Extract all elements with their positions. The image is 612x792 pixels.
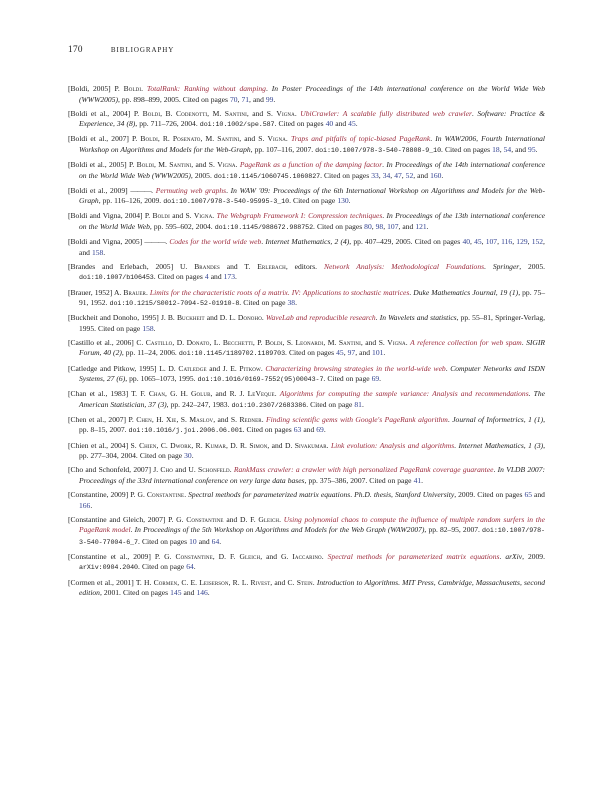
entry-pages: pp. 898–899 <box>121 94 160 104</box>
cited-page-link[interactable]: 107 <box>485 237 498 247</box>
bibliography-entry: [Chien et al., 2004] S. Chien, C. Dwork, R. Kumar, D. R. Simon, and D. Sivakumar. Link evolution: Analysis and algorithms. Internet Mathematics, 1 (3), pp. 277–304, 2004. Cited on page 30. <box>68 440 546 461</box>
entry-venue: Ph.D. thesis, Stanford University <box>354 490 455 499</box>
cited-page-link[interactable]: 41 <box>413 475 422 485</box>
cited-on-label: Cited on page <box>293 196 336 206</box>
entry-doi[interactable]: doi:10.1007/b106453 <box>79 274 154 283</box>
entry-year: 1952 <box>90 298 106 308</box>
cited-page-link[interactable]: 47 <box>394 170 402 180</box>
entry-doi[interactable]: doi:10.1002/spe.587 <box>199 121 275 130</box>
entry-year: 2004 <box>195 221 211 231</box>
entry-label: [Chien et al., 2004] <box>68 440 129 450</box>
entry-year: 2009 <box>144 196 160 206</box>
entry-title[interactable]: Spectral methods for parameterized matrix equations <box>327 551 500 561</box>
entry-pages: pp. 711–726 <box>139 119 177 129</box>
entry-doi[interactable]: doi:10.1007/978-3-540-95995-3_10 <box>163 198 290 207</box>
author-repeat-dash: ——— <box>144 237 166 247</box>
cited-on-label: Cited on pages <box>324 170 370 180</box>
entry-venue: Springer <box>492 261 520 271</box>
author-surname: Boldi <box>123 84 142 93</box>
entry-title[interactable]: Using polynomial chaos to compute the influence of multiple random surfers in the PageRank model <box>79 514 545 535</box>
entry-title[interactable]: Permuting web graphs <box>155 185 227 195</box>
entry-venue: In WAW '09: Proceedings of the 6th International Workshop on Algorithms and Models for the Web-Graph <box>79 185 545 206</box>
entry-year: 2007 <box>350 475 366 485</box>
entry-authors: P. G. Constantine, D. F. Gleich, and G. Iaccarino <box>154 551 322 561</box>
author-surname: Constantine <box>146 490 185 499</box>
author-surname: Becchetti <box>222 337 253 347</box>
entry-title[interactable]: Characterizing browsing strategies in the world-wide web <box>265 363 446 373</box>
entry-year: 1995 <box>178 374 194 384</box>
entry-label: [Boldi et al., 2009] <box>68 185 128 195</box>
cited-page-link[interactable]: 65 <box>524 490 532 499</box>
entry-year: 2009 <box>527 551 544 561</box>
author-surname: Constantine <box>186 514 224 524</box>
entry-year: 2005 <box>194 170 210 180</box>
entry-title[interactable]: A reference collection for web spam <box>410 337 522 347</box>
author-surname: Catledge <box>178 363 207 373</box>
cited-page-link[interactable]: 45 <box>348 119 356 129</box>
entry-venue: In Wavelets and statistics <box>379 313 457 323</box>
entry-pages: pp. 375–386 <box>308 475 347 485</box>
author-surname: Boldi <box>265 337 283 347</box>
entry-doi[interactable]: doi:10.1016/j.joi.2006.06.001 <box>128 427 243 436</box>
author-surname: Vigna <box>276 108 295 118</box>
entry-venue: MIT Press, Cambridge, Massachusetts, second edition <box>79 577 546 598</box>
cited-page-link[interactable]: 64 <box>186 562 194 572</box>
cited-page-link[interactable]: 45 <box>336 348 344 358</box>
author-surname: Posenato <box>172 134 201 144</box>
entry-year: 2006 <box>159 348 175 358</box>
entry-title[interactable]: Link evolution: Analysis and algorithms <box>330 440 455 450</box>
cited-page-link[interactable]: 99 <box>265 94 274 104</box>
entry-pages: pp. 107–116 <box>254 144 293 154</box>
cited-on-label: Cited on page <box>310 399 353 409</box>
cited-page-link[interactable]: 45 <box>474 237 482 247</box>
author-surname: Santini <box>217 134 240 144</box>
cited-page-link[interactable]: 34 <box>382 170 391 180</box>
entry-pages: pp. 75–91 <box>79 287 545 308</box>
bibliography-entry: [Cormen et al., 2001] T. H. Cormen, C. E. Leiserson, R. L. Rivest, and C. Stein. Introduction to Algorithms. MIT Press, Cambridge, Massachusetts, second edition, 2001. Cited on pages 145 and 146. <box>68 577 546 598</box>
cited-page-link[interactable]: 158 <box>142 323 154 333</box>
entry-label: [Buckheit and Donoho, 1995] <box>68 313 159 323</box>
cited-page-link[interactable]: 63 <box>293 425 302 435</box>
cited-page-link[interactable]: 146 <box>196 588 208 598</box>
entry-authors: P. Boldi, M. Santini, and S. Vigna <box>128 160 236 170</box>
author-surname: Gleich <box>239 551 261 561</box>
cited-page-link[interactable]: 40 <box>325 119 334 129</box>
cited-on-label: Cited on pages <box>288 348 335 358</box>
cited-page-link[interactable]: 130 <box>337 196 349 206</box>
entry-venue: In Poster Proceedings of the 14th international conference on the World Wide Web (WWW2005) <box>79 84 546 104</box>
entry-authors: S. Chien, C. Dwork, R. Kumar, D. R. Simon, and D. Sivakumar <box>130 440 327 450</box>
entry-pages: pp. 11–24 <box>125 348 156 358</box>
cited-on-label: Cited on pages <box>182 94 228 104</box>
entry-pages: pp. 595–602 <box>153 221 192 231</box>
entry-doi[interactable]: doi:10.1007/978-3-540-78808-9_10 <box>315 146 442 155</box>
entry-authors: L. D. Catledge and J. E. Pitkow <box>159 363 261 373</box>
cited-on-label: Cited on page <box>139 451 183 461</box>
entry-label: [Brandes and Erlebach, 2005] <box>68 261 174 271</box>
cited-on-label: Cited on pages <box>444 144 491 154</box>
author-surname: Redner <box>239 414 262 424</box>
cited-page-link[interactable]: 81 <box>354 399 362 409</box>
cited-page-link[interactable]: 107 <box>387 221 399 231</box>
bibliography-entry: [Chen et al., 2007] P. Chen, H. Xie, S. Maslov, and S. Redner. Finding scientific gems with Google's PageRank algorithm. Journal of Informetrics, 1 (1), pp. 8–15, 2007. doi:10.1016/j.joi.2006.06.001. Cited on pages 63 and 69. <box>68 414 545 436</box>
author-surname: Chien <box>139 440 157 450</box>
entry-year: 2007 <box>296 144 312 154</box>
author-surname: Boldi <box>140 134 158 144</box>
bibliography-entry: [Brauer, 1952] A. Brauer. Limits for the characteristic roots of a matrix. IV: Applications to stochastic matrices. Duke Mathematics Journal, 19 (1), pp. 75–91, 1952. doi:10.1215/S0012-7094-52-01910-8. Cited on page 38. <box>68 287 545 309</box>
entry-venue: Internet Mathematics, 1 (3) <box>458 440 544 450</box>
cited-page-link[interactable]: 52 <box>405 170 414 180</box>
entry-year: 2001 <box>103 588 119 598</box>
entry-authors: J. B. Buckheit and D. L. Donoho <box>160 313 262 323</box>
author-surname: LeVeque <box>247 389 275 399</box>
entry-venue: In Proceedings of the 5th Workshop on Algorithms and Models for the Web Graph (WAW2007) <box>134 525 425 535</box>
entry-title[interactable]: Limits for the characteristic roots of a matrix. IV: Applications to stochastic matrices <box>149 287 410 297</box>
entry-doi[interactable]: doi:10.1215/S0012-7094-52-01910-8 <box>109 300 240 309</box>
entry-title[interactable]: TotalRank: Ranking without damping <box>146 84 266 93</box>
author-surname: Castillo <box>145 337 173 347</box>
entry-venue: arXiv <box>505 551 523 561</box>
entry-year: 2004 <box>180 119 196 129</box>
author-surname: Boldi <box>152 211 170 221</box>
author-surname: Vigna <box>193 211 213 221</box>
cited-page-link[interactable]: 97 <box>347 348 356 358</box>
entry-venue: In Proceedings of the 13th international conference on the World Wide Web <box>79 211 545 231</box>
cited-page-link[interactable]: 40 <box>462 237 470 247</box>
cited-page-link[interactable]: 33 <box>371 170 379 180</box>
entry-pages: pp. 277–304 <box>79 451 117 461</box>
entry-doi[interactable]: doi:10.1145/1189702.1189703 <box>178 350 286 359</box>
entry-venue: Journal of Informetrics, 1 (1) <box>452 414 544 424</box>
entry-label: [Brauer, 1952] <box>68 287 113 297</box>
cited-page-link[interactable]: 38 <box>287 298 296 308</box>
entry-title: Introduction to Algorithms <box>316 577 399 587</box>
entry-authors: U. Brandes and T. Erlebach, editors <box>179 261 316 271</box>
cited-on-label: Cited on pages <box>278 119 324 129</box>
bibliography-entry: [Buckheit and Donoho, 1995] J. B. Buckheit and D. L. Donoho. WaveLab and reproducible research. In Wavelets and statistics, pp. 55–81, Springer-Verlag, 1995. Cited on page 158. <box>68 313 546 333</box>
author-surname: Vigna <box>217 160 236 170</box>
author-surname: Vigna <box>387 337 406 347</box>
cited-page-link[interactable]: 18 <box>492 144 500 154</box>
entry-authors: P. Boldi <box>114 84 142 93</box>
author-surname: Simon <box>249 440 268 450</box>
entry-title[interactable]: RankMass crawler: a crawler with high personalized PageRank coverage guarantee <box>233 465 494 475</box>
entry-title[interactable]: PageRank as a function of the damping factor <box>239 160 383 170</box>
entry-title[interactable]: Codes for the world wide web <box>169 237 262 247</box>
entry-label: [Chan et al., 1983] <box>68 389 129 399</box>
cited-page-link[interactable]: 70 <box>229 94 238 104</box>
entry-title[interactable]: UbiCrawler: A scalable fully distributed web crawler <box>300 108 472 118</box>
entry-venue: In VLDB 2007: Proceedings of the 33rd international conference on very large data bases <box>79 465 545 485</box>
author-surname: Sivakumar <box>294 440 327 450</box>
entry-year: 2009 <box>458 490 474 499</box>
entry-authors: C. Castillo, D. Donato, L. Becchetti, P. Boldi, S. Leonardi, M. Santini, and S. Vigna <box>136 337 406 347</box>
entry-venue: Internet Mathematics, 2 (4) <box>265 237 350 247</box>
cited-page-link[interactable]: 160 <box>430 170 442 180</box>
author-surname: Buckheit <box>176 313 205 323</box>
author-surname: Donoho <box>237 313 262 323</box>
cited-on-label: Cited on page <box>243 298 286 308</box>
author-surname: Erlebach <box>257 261 286 271</box>
author-surname: Donato <box>186 337 210 347</box>
entry-pages: pp. 407–429 <box>353 237 392 247</box>
author-surname: Maslov <box>189 414 214 424</box>
entry-year: 2007 <box>109 425 125 435</box>
bibliography-entry: [Constantine, 2009] P. G. Constantine. Spectral methods for parameterized matrix equations. Ph.D. thesis, Stanford University, 2009. Cited on pages 65 and 166. <box>68 490 545 510</box>
cited-page-link[interactable]: 158 <box>91 247 104 257</box>
entry-authors: J. Cho and U. Schonfeld <box>153 465 230 475</box>
entry-pages: pp. 116–126 <box>102 196 141 206</box>
entry-year: 2007 <box>462 525 479 535</box>
entry-doi[interactable]: doi:10.2307/2683386 <box>231 401 307 410</box>
entry-venue: In WAW2006, Fourth International Workshop on Algorithms and Models for the Web-Graph <box>79 134 545 154</box>
entry-venue: Software: Practice & Experience, 34 (8) <box>79 108 545 129</box>
entry-doi[interactable]: doi:10.1007/978-3-540-77004-6_7 <box>79 527 545 547</box>
entry-venue: Duke Mathematics Journal, 19 (1) <box>413 287 519 297</box>
author-surname: Boldi <box>136 160 155 170</box>
author-surname: Boldi <box>142 108 161 118</box>
author-surname: Iaccarino <box>292 551 322 561</box>
author-surname: Schonfeld <box>198 465 230 475</box>
entry-label: [Boldi et al., 2005] <box>68 160 127 170</box>
cited-page-link[interactable]: 71 <box>241 94 250 104</box>
cited-page-link[interactable]: 173 <box>223 272 235 282</box>
cited-on-label: Cited on pages <box>141 536 188 546</box>
entry-venue: In Proceedings of the 14th international conference on the World Wide Web (WWW2005) <box>79 160 545 180</box>
entry-venue: Computer Networks and ISDN Systems, 27 (6) <box>79 363 545 384</box>
author-surname: Chen <box>136 414 152 424</box>
entry-title[interactable]: WaveLab and reproducible research <box>265 313 376 323</box>
entry-label: [Constantine and Gleich, 2007] <box>68 514 166 524</box>
cited-page-link[interactable]: 54 <box>503 144 512 154</box>
entry-year: 1983 <box>212 399 228 409</box>
entry-pages: pp. 55–81 <box>460 313 492 323</box>
entry-authors <box>144 237 165 246</box>
entry-label: [Constantine et al., 2009] <box>68 551 151 561</box>
cited-on-label: Cited on page <box>327 374 370 384</box>
cited-on-label: Cited on page <box>98 323 141 333</box>
bibliography-entry: [Brandes and Erlebach, 2005] U. Brandes and T. Erlebach, editors. Network Analysis: Methodological Foundations. Springer, 2005. doi:10.1007/b106453. Cited on pages 4 and 173. <box>68 261 545 283</box>
running-head <box>68 44 544 55</box>
cited-page-link[interactable]: 145 <box>170 588 182 598</box>
cited-page-link[interactable]: 80 <box>364 221 372 231</box>
entry-label: [Boldi and Vigna, 2005] <box>68 237 143 247</box>
bibliography-entry: [Boldi et al., 2004] P. Boldi, B. Codenotti, M. Santini, and S. Vigna. UbiCrawler: A scalable fully distributed web crawler. Software: Practice & Experience, 34 (8), pp. 711–726, 2004. doi:10.1002/spe.587. Cited on pages 40 and 45. <box>68 108 545 130</box>
bibliography-entry: [Boldi and Vigna, 2005] ———. Codes for the world wide web. Internet Mathematics, 2 (4), pp. 407–429, 2005. Cited on pages 40, 45, 107, 116, 129, 152, and 158. <box>68 237 545 257</box>
author-surname: Chan <box>148 389 166 399</box>
bibliography-entry: [Cho and Schonfeld, 2007] J. Cho and U. Schonfeld. RankMass crawler: a crawler with high personalized PageRank coverage guarantee. In VLDB 2007: Proceedings of the 33rd international conference on very large data bases, pp. 375–386, 2007. Cited on page 41. <box>68 465 545 485</box>
entry-year: 2005 <box>163 94 179 104</box>
cited-page-link[interactable]: 69 <box>371 374 380 384</box>
entry-authors: A. Brauer <box>113 287 146 297</box>
entry-label: [Cormen et al., 2001] <box>68 577 134 587</box>
entry-authors: P. Boldi, B. Codenotti, M. Santini, and S. Vigna <box>133 108 295 118</box>
entry-title[interactable]: Network Analysis: Methodological Foundations <box>323 261 485 271</box>
entry-pages: pp. 8–15 <box>79 425 106 435</box>
bibliography-entry: [Boldi, 2005] P. Boldi. TotalRank: Ranking without damping. In Poster Proceedings of the 14th international conference on the World Wide Web (WWW2005), pp. 898–899, 2005. Cited on pages 70, 71, and 99. <box>68 84 546 104</box>
bibliography-entry: [Boldi et al., 2009] ———. Permuting web graphs. In WAW '09: Proceedings of the 6th International Workshop on Algorithms and Models for the Web-Graph, pp. 116–126, 2009. doi:10.1007/978-3-540-95995-3_10. Cited on page 130. <box>68 185 545 207</box>
author-surname: Codenotti <box>176 108 208 118</box>
author-surname: Kumar <box>205 440 226 450</box>
author-surname: Pitkow <box>239 363 261 373</box>
cited-page-link[interactable]: 98 <box>375 221 384 231</box>
entry-publisher: Springer-Verlag <box>495 313 544 323</box>
cited-page-link[interactable]: 30 <box>184 451 192 461</box>
cited-on-label: Cited on page <box>141 562 185 572</box>
entry-authors: T. F. Chan, G. H. Golub, and R. J. LeVeque <box>131 389 275 399</box>
cited-on-label: Cited on pages <box>246 425 292 435</box>
cited-page-link[interactable]: 69 <box>316 425 324 435</box>
author-surname: Santini <box>224 108 247 118</box>
entry-title[interactable]: The Webgraph Framework I: Compression techniques <box>216 211 383 221</box>
entry-label: [Boldi, 2005] <box>68 84 111 93</box>
entry-doi[interactable]: arXiv:0904.2040 <box>79 564 138 573</box>
entry-doi[interactable]: doi:10.1016/0169-7552(95)00043-7 <box>197 376 324 385</box>
author-surname: Brauer <box>123 287 146 297</box>
cited-page-link[interactable]: 101 <box>372 348 384 358</box>
entry-pages: pp. 82–95 <box>428 525 459 535</box>
page-folio-number: 170 <box>68 44 83 54</box>
cited-on-label: Cited on pages <box>122 588 169 598</box>
entry-label: [Catledge and Pitkow, 1995] <box>68 363 157 373</box>
entry-label: [Cho and Schonfeld, 2007] <box>68 465 151 475</box>
author-surname: Leiserson <box>199 577 229 587</box>
entry-pages: pp. 242–247 <box>170 399 209 409</box>
bibliography-entry: [Boldi et al., 2005] P. Boldi, M. Santini, and S. Vigna. PageRank as a function of the damping factor. In Proceedings of the 14th international conference on the World Wide Web (WWW2005), 2005. doi:10.1145/1060745.1060827. Cited on pages 33, 34, 47, 52, and 160. <box>68 160 545 181</box>
bibliography-entry: [Chan et al., 1983] T. F. Chan, G. H. Golub, and R. J. LeVeque. Algorithms for computing the sample variance: Analysis and recommendations. The American Statistician, 37 (3), pp. 242–247, 1983. doi:10.2307/2683386. Cited on page 81. <box>68 389 545 410</box>
author-surname: Stein <box>296 577 313 587</box>
cited-page-link[interactable]: 152 <box>531 237 544 247</box>
author-surname: Brandes <box>194 261 220 271</box>
author-surname: Vigna <box>267 134 286 144</box>
cited-on-label: Cited on pages <box>414 237 461 247</box>
cited-on-label: Cited on pages <box>316 221 363 231</box>
entry-authors: P. Boldi, R. Posenato, M. Santini, and S. Vigna <box>132 134 286 144</box>
entry-authors: P. G. Constantine and D. F. Gleich <box>168 514 280 524</box>
entry-authors: P. Boldi and S. Vigna <box>144 211 213 221</box>
entry-doi[interactable]: doi:10.1145/988672.988752 <box>214 223 314 232</box>
entry-authors <box>130 186 151 195</box>
author-surname: Cormen <box>153 577 178 587</box>
entry-authors: T. H. Cormen, C. E. Leiserson, R. L. Rivest, and C. Stein <box>135 577 313 587</box>
entry-year: 2004 <box>120 451 136 461</box>
bibliography-entry: [Constantine and Gleich, 2007] P. G. Constantine and D. F. Gleich. Using polynomial chaos to compute the influence of multiple random surfers in the PageRank model. In Proceedings of the 5th Workshop on Algorithms and Models for the Web Graph (WAW2007), pp. 82–95, 2007. doi:10.1007/978-3-540-77004-6_7. Cited on pages 10 and 64. <box>68 514 545 547</box>
cited-page-link[interactable]: 129 <box>516 237 528 247</box>
entry-title: Spectral methods for parameterized matrix equations <box>188 490 351 499</box>
entry-venue: The American Statistician, 37 (3) <box>79 389 545 409</box>
cited-page-link[interactable]: 95 <box>528 144 536 154</box>
bibliography-entry: [Castillo et al., 2006] C. Castillo, D. Donato, L. Becchetti, P. Boldi, S. Leonardi, M. Santini, and S. Vigna. A reference collection for web spam. SIGIR Forum, 40 (2), pp. 11–24, 2006. doi:10.1145/1189702.1189703. Cited on pages 45, 97, and 101. <box>68 337 545 359</box>
cited-page-link[interactable]: 10 <box>189 536 197 546</box>
bibliography-entry: [Constantine et al., 2009] P. G. Constantine, D. F. Gleich, and G. Iaccarino. Spectral methods for parameterized matrix equations. arXiv, 2009. arXiv:0904.2040. Cited on page 64. <box>68 551 545 573</box>
entry-venue: SIGIR Forum, 40 (2) <box>79 337 545 358</box>
cited-page-link[interactable]: 166 <box>79 500 91 510</box>
cited-page-link[interactable]: 116 <box>501 237 513 247</box>
bibliography-entry: [Catledge and Pitkow, 1995] L. D. Catledge and J. E. Pitkow. Characterizing browsing strategies in the world-wide web. Computer Networks and ISDN Systems, 27 (6), pp. 1065–1073, 1995. doi:10.1016/0169-7552(95)00043-7. Cited on page 69. <box>68 363 545 385</box>
entry-title[interactable]: Algorithms for computing the sample variance: Analysis and recommendations <box>279 389 529 399</box>
author-repeat-dash: ——— <box>130 185 152 195</box>
cited-on-label: Cited on page <box>369 475 412 485</box>
author-surname: Gleich <box>258 514 280 524</box>
entry-title[interactable]: Finding scientific gems with Google's PageRank algorithm <box>266 414 448 424</box>
entry-authors: P. Chen, H. Xie, S. Maslov, and S. Redner <box>128 414 262 424</box>
entry-authors: P. G. Constantine <box>130 490 185 499</box>
entry-year: 2005 <box>395 237 411 247</box>
cited-page-link[interactable]: 121 <box>415 221 427 231</box>
entry-year: 1995 <box>79 323 95 333</box>
author-surname: Rivest <box>250 577 271 587</box>
entry-label: [Chen et al., 2007] <box>68 414 127 424</box>
author-surname: Santini <box>169 160 192 170</box>
cited-page-link[interactable]: 4 <box>204 272 209 282</box>
author-surname: Cho <box>160 465 173 475</box>
entry-title[interactable]: Traps and pitfalls of topic-biased PageRank <box>290 134 431 144</box>
author-surname: Santini <box>338 337 361 347</box>
entry-doi[interactable]: doi:10.1145/1060745.1060827 <box>213 172 321 181</box>
bibliography-entry: [Boldi et al., 2007] P. Boldi, R. Posenato, M. Santini, and S. Vigna. Traps and pitfalls of topic-biased PageRank. In WAW2006, Fourth International Workshop on Algorithms and Models for the Web-Graph, pp. 107–116, 2007. doi:10.1007/978-3-540-78808-9_10. Cited on pages 18, 54, and 95. <box>68 134 545 155</box>
entry-label: [Boldi et al., 2004] <box>68 108 131 118</box>
author-surname: Leonardi <box>295 337 324 347</box>
running-head-title: bibliography <box>110 45 175 55</box>
author-surname: Dwork <box>170 440 192 450</box>
entry-label: [Boldi et al., 2007] <box>68 134 129 144</box>
cited-on-label: Cited on pages <box>157 272 203 282</box>
author-surname: Golub <box>191 389 211 399</box>
entry-label: [Castillo et al., 2006] <box>68 337 134 347</box>
cited-on-label: Cited on pages <box>477 490 523 499</box>
entry-year: 2005 <box>528 261 544 271</box>
bibliography-entry-list <box>68 84 545 599</box>
cited-page-link[interactable]: 64 <box>211 536 220 546</box>
entry-pages: pp. 1065–1073 <box>129 374 175 384</box>
entry-label: [Constantine, 2009] <box>68 490 129 499</box>
author-surname: Constantine <box>175 551 213 561</box>
author-surname: Xie <box>166 414 177 424</box>
entry-label: [Boldi and Vigna, 2004] <box>68 211 143 221</box>
bibliography-entry: [Boldi and Vigna, 2004] P. Boldi and S. Vigna. The Webgraph Framework I: Compression techniques. In Proceedings of the 13th international conference on the World Wide Web, pp. 595–602, 2004. doi:10.1145/988672.988752. Cited on pages 80, 98, 107, and 121. <box>68 211 545 232</box>
